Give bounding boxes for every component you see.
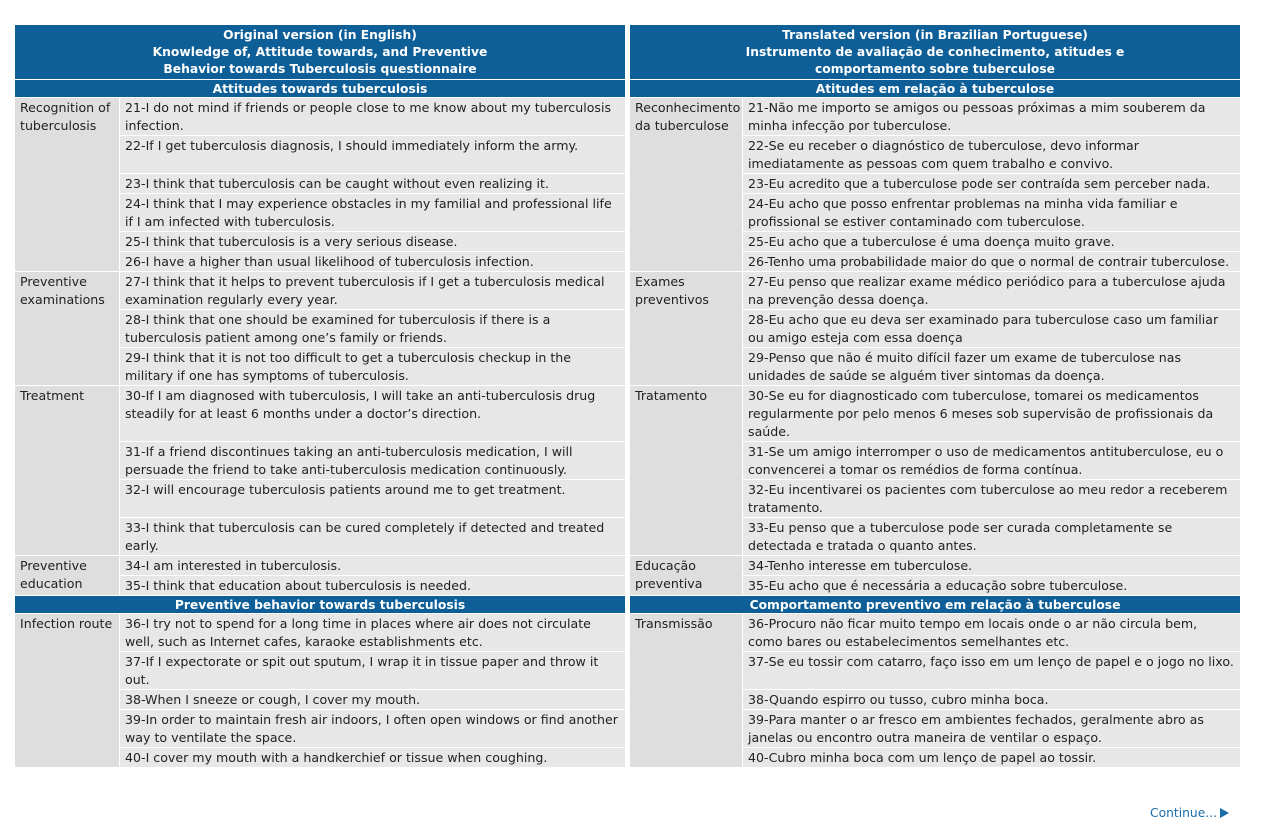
table-row <box>15 348 1241 386</box>
table-row <box>15 310 1241 348</box>
item-en: 39-In order to maintain fresh air indoors, I often open windows or find another way to ventilate the space. <box>120 710 626 748</box>
table-row <box>15 710 1241 748</box>
item-en: 33-I think that tuberculosis can be cured completely if detected and treated early. <box>120 518 626 556</box>
continue-link[interactable]: Continue... <box>1150 806 1229 820</box>
table-header-row <box>15 25 1241 80</box>
item-en: 21-I do not mind if friends or people close to me know about my tuberculosis infection. <box>120 98 626 136</box>
category-pt: Transmissão <box>630 614 743 768</box>
table-row <box>15 194 1241 232</box>
item-en: 35-I think that education about tuberculosis is needed. <box>120 576 626 596</box>
table-row <box>15 136 1241 174</box>
item-en: 37-If I expectorate or spit out sputum, I wrap it in tissue paper and throw it out. <box>120 652 626 690</box>
item-pt: 21-Não me importo se amigos ou pessoas próximas a mim souberem da minha infecção por tuberculose. <box>743 98 1241 136</box>
item-en: 23-I think that tuberculosis can be caught without even realizing it. <box>120 174 626 194</box>
item-pt: 27-Eu penso que realizar exame médico periódico para a tuberculose ajuda na prevenção dessa doença. <box>743 272 1241 310</box>
table-row <box>15 576 1241 596</box>
arrow-right-icon <box>1220 808 1229 818</box>
item-en: 36-I try not to spend for a long time in places where air does not circulate well, such as Internet cafes, karaoke establishments etc. <box>120 614 626 652</box>
item-en: 26-I have a higher than usual likelihood of tuberculosis infection. <box>120 252 626 272</box>
translated-version-header: Translated version (in Brazilian Portuguese) Instrumento de avaliação de conhecimento, atitudes e comportamento sobre tuberculose <box>630 25 1241 80</box>
category-en: Preventive education <box>15 556 120 596</box>
category-pt: Exames preventivos <box>630 272 743 386</box>
table-row <box>15 556 1241 576</box>
item-pt: 31-Se um amigo interromper o uso de medicamentos antituberculose, eu o convencerei a tomar os remédios de forma contínua. <box>743 442 1241 480</box>
item-pt: 36-Procuro não ficar muito tempo em locais onde o ar não circula bem, como bares ou estabelecimentos semelhantes etc. <box>743 614 1241 652</box>
item-pt: 25-Eu acho que a tuberculose é uma doença muito grave. <box>743 232 1241 252</box>
table-row <box>15 442 1241 480</box>
category-en: Recognition of tuberculosis <box>15 98 120 272</box>
section-title-pt: Atitudes em relação à tuberculose <box>630 80 1241 98</box>
table-row <box>15 518 1241 556</box>
table-row <box>15 232 1241 252</box>
table-row <box>15 98 1241 136</box>
table-row <box>15 690 1241 710</box>
item-en: 22-If I get tuberculosis diagnosis, I should immediately inform the army. <box>120 136 626 174</box>
table-row <box>15 174 1241 194</box>
section-title-pt: Comportamento preventivo em relação à tuberculose <box>630 596 1241 614</box>
table-row <box>15 386 1241 442</box>
table-row <box>15 480 1241 518</box>
item-en: 34-I am interested in tuberculosis. <box>120 556 626 576</box>
item-pt: 40-Cubro minha boca com um lenço de papel ao tossir. <box>743 748 1241 768</box>
category-pt: Educação preventiva <box>630 556 743 596</box>
table-row <box>15 252 1241 272</box>
section-title-en: Attitudes towards tuberculosis <box>15 80 626 98</box>
item-pt: 38-Quando espirro ou tusso, cubro minha boca. <box>743 690 1241 710</box>
table-row <box>15 614 1241 652</box>
item-en: 40-I cover my mouth with a handkerchief or tissue when coughing. <box>120 748 626 768</box>
item-pt: 37-Se eu tossir com catarro, faço isso em um lenço de papel e o jogo no lixo. <box>743 652 1241 690</box>
table-row <box>15 748 1241 768</box>
item-en: 28-I think that one should be examined for tuberculosis if there is a tuberculosis patient among one’s family or friends. <box>120 310 626 348</box>
item-pt: 26-Tenho uma probabilidade maior do que o normal de contrair tuberculose. <box>743 252 1241 272</box>
item-en: 25-I think that tuberculosis is a very serious disease. <box>120 232 626 252</box>
table-row <box>15 272 1241 310</box>
item-pt: 34-Tenho interesse em tuberculose. <box>743 556 1241 576</box>
item-pt: 23-Eu acredito que a tuberculose pode ser contraída sem perceber nada. <box>743 174 1241 194</box>
category-en: Treatment <box>15 386 120 556</box>
category-en: Infection route <box>15 614 120 768</box>
item-pt: 29-Penso que não é muito difícil fazer um exame de tuberculose nas unidades de saúde se alguém tiver sintomas da doença. <box>743 348 1241 386</box>
item-pt: 30-Se eu for diagnosticado com tuberculose, tomarei os medicamentos regularmente por pelo menos 6 meses sob supervisão de profissionais da saúde. <box>743 386 1241 442</box>
item-en: 31-If a friend discontinues taking an anti-tuberculosis medication, I will persuade the friend to take anti-tuberculosis medication continuously. <box>120 442 626 480</box>
item-en: 27-I think that it helps to prevent tuberculosis if I get a tuberculosis medical examination regularly every year. <box>120 272 626 310</box>
translation-table <box>14 24 1241 768</box>
item-pt: 33-Eu penso que a tuberculose pode ser curada completamente se detectada e tratada o quanto antes. <box>743 518 1241 556</box>
item-en: 32-I will encourage tuberculosis patients around me to get treatment. <box>120 480 626 518</box>
original-version-header: Original version (in English) Knowledge of, Attitude towards, and Preventive Behavior towards Tuberculosis questionnaire <box>15 25 626 80</box>
item-pt: 24-Eu acho que posso enfrentar problemas na minha vida familiar e profissional se estiver contaminado com tuberculose. <box>743 194 1241 232</box>
category-pt: Tratamento <box>630 386 743 556</box>
section-header-row <box>15 80 1241 98</box>
item-pt: 32-Eu incentivarei os pacientes com tuberculose ao meu redor a receberem tratamento. <box>743 480 1241 518</box>
item-en: 24-I think that I may experience obstacles in my familial and professional life if I am infected with tuberculosis. <box>120 194 626 232</box>
item-en: 29-I think that it is not too difficult to get a tuberculosis checkup in the military if one has symptoms of tuberculosis. <box>120 348 626 386</box>
section-header-row <box>15 596 1241 614</box>
item-en: 38-When I sneeze or cough, I cover my mouth. <box>120 690 626 710</box>
item-pt: 35-Eu acho que é necessária a educação sobre tuberculose. <box>743 576 1241 596</box>
item-en: 30-If I am diagnosed with tuberculosis, I will take an anti-tuberculosis drug steadily for at least 6 months under a doctor’s direction. <box>120 386 626 442</box>
category-en: Preventive examinations <box>15 272 120 386</box>
item-pt: 39-Para manter o ar fresco em ambientes fechados, geralmente abro as janelas ou encontro outra maneira de ventilar o espaço. <box>743 710 1241 748</box>
table-row <box>15 652 1241 690</box>
item-pt: 28-Eu acho que eu deva ser examinado para tuberculose caso um familiar ou amigo esteja com essa doença <box>743 310 1241 348</box>
category-pt: Reconhecimento da tuberculose <box>630 98 743 272</box>
section-title-en: Preventive behavior towards tuberculosis <box>15 596 626 614</box>
item-pt: 22-Se eu receber o diagnóstico de tuberculose, devo informar imediatamente as pessoas com quem trabalho e convivo. <box>743 136 1241 174</box>
